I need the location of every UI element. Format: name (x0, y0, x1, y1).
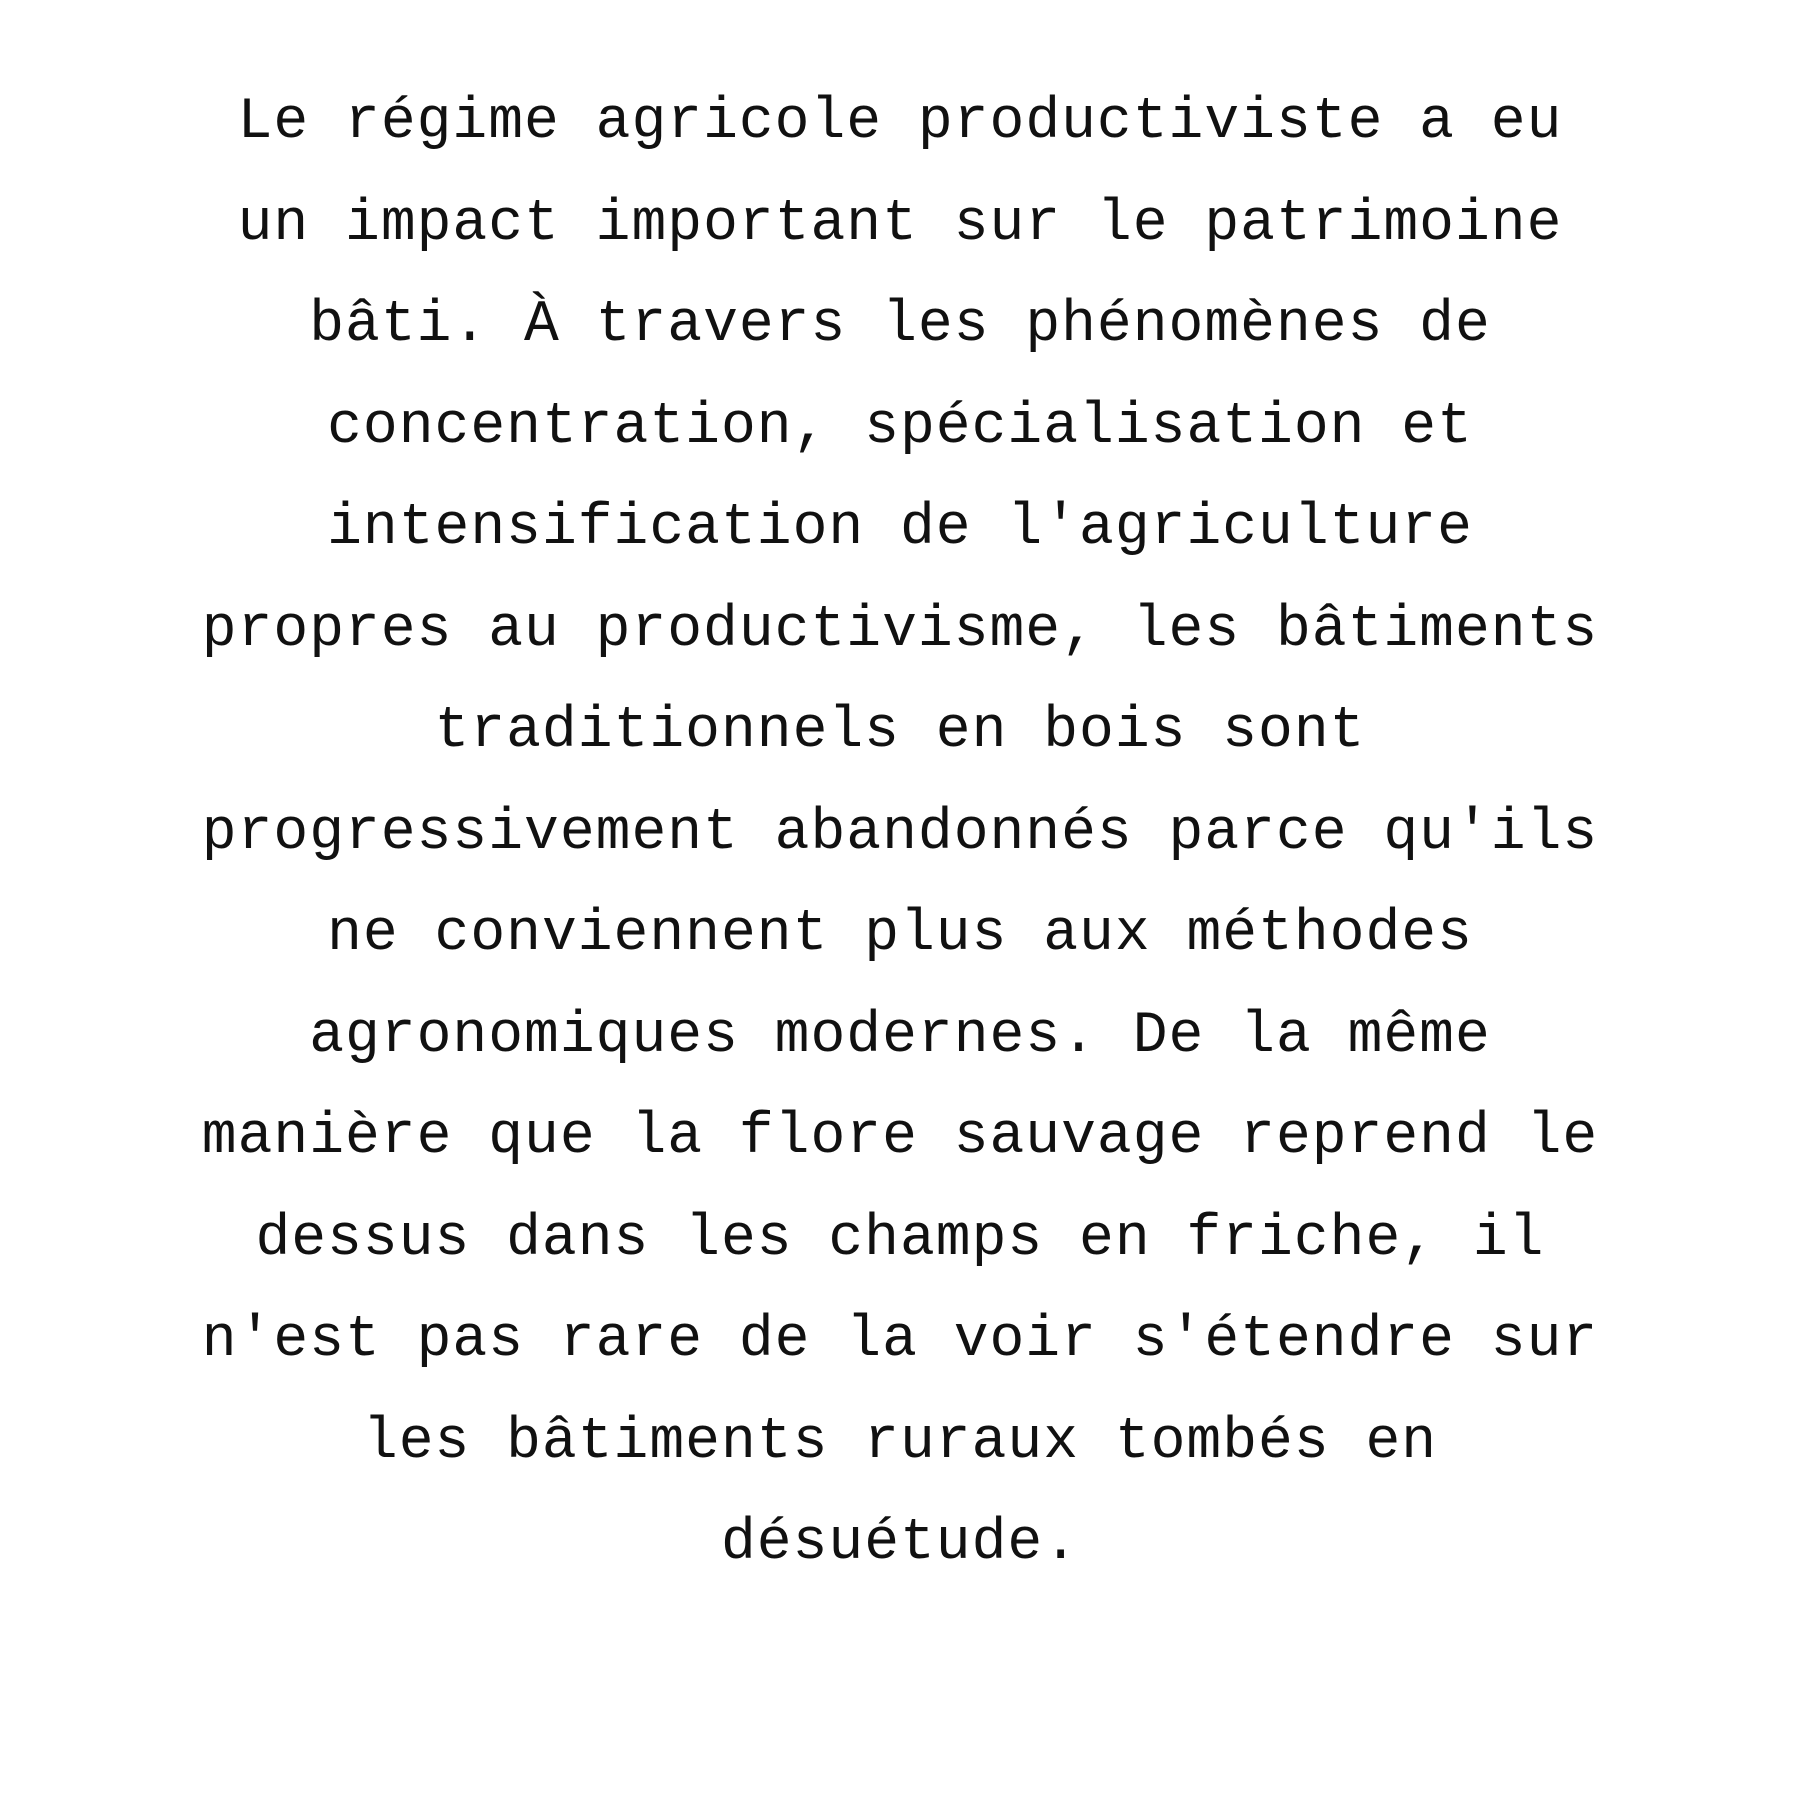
text-line: les bâtiments ruraux tombés en (362, 1409, 1438, 1475)
text-line: bâti. À travers les phénomènes de (309, 293, 1491, 358)
text-line: Le régime agricole productiviste a eu (237, 90, 1563, 155)
text-line: désuétude. (720, 1511, 1080, 1576)
text-line: agronomiques modernes. De la même (309, 1003, 1491, 1069)
text-line: intensification de l'agriculture (327, 496, 1473, 561)
text-line: concentration, spécialisation et (327, 394, 1473, 460)
paragraph-text (60, 72, 1740, 1595)
text-line: progressivement abandonnés parce qu'ils (201, 800, 1599, 866)
text-line: manière que la flore sauvage reprend le (201, 1105, 1599, 1170)
text-line: traditionnels en bois sont (434, 699, 1366, 764)
text-line: propres au productivisme, les bâtiments (201, 597, 1599, 663)
text-line: n'est pas rare de la voir s'étendre sur (201, 1308, 1599, 1373)
text-line: un impact important sur le patrimoine (237, 191, 1563, 257)
text-line: ne conviennent plus aux méthodes (327, 902, 1473, 967)
text-line: dessus dans les champs en friche, il (255, 1206, 1545, 1272)
